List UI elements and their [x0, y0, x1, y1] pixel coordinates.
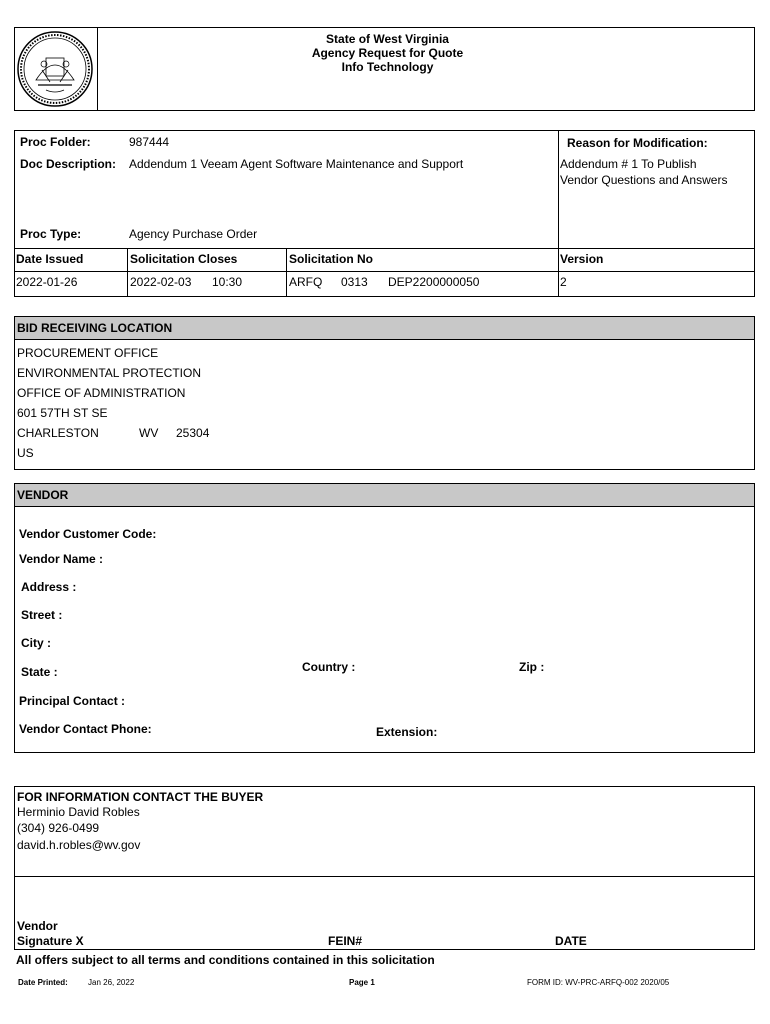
reason-label: Reason for Modification:: [567, 136, 708, 150]
title-line-category: Info Technology: [341, 60, 434, 74]
version-value: 2: [560, 275, 567, 289]
vendor-state-label: State :: [21, 665, 58, 679]
bid-location-line-2: ENVIRONMENTAL PROTECTION: [17, 366, 202, 380]
buyer-phone: (304) 926-0499: [17, 821, 100, 835]
proc-type-value: Agency Purchase Order: [129, 227, 258, 241]
date-issued-header: Date Issued: [16, 252, 84, 266]
reason-line-2: Vendor Questions and Answers: [560, 173, 728, 187]
proc-folder-value: 987444: [129, 135, 170, 149]
buyer-name: Herminio David Robles: [17, 805, 140, 819]
vendor-street-label: Street :: [21, 608, 63, 622]
bid-location-country: US: [17, 446, 34, 460]
dates-col-divider-2: [286, 248, 287, 297]
vendor-header-bar: [15, 484, 754, 507]
bid-location-zip: 25304: [176, 426, 210, 440]
closes-date-value: 2022-02-03: [130, 275, 192, 289]
doc-description-label: Doc Description:: [20, 157, 117, 171]
bid-location-line-4: 601 57TH ST SE: [17, 406, 108, 420]
vendor-city-label: City :: [21, 636, 51, 650]
proc-folder-label: Proc Folder:: [20, 135, 91, 149]
proc-type-label: Proc Type:: [20, 227, 82, 241]
bid-location-city: CHARLESTON: [17, 426, 99, 440]
fein-label: FEIN#: [328, 934, 363, 948]
solicitation-number: DEP2200000050: [388, 275, 480, 289]
version-header: Version: [560, 252, 604, 266]
vendor-principal-contact-label: Principal Contact :: [19, 694, 126, 708]
reason-line-1: Addendum # 1 To Publish: [560, 157, 697, 171]
page-number: Page 1: [349, 978, 375, 987]
doc-description-value: Addendum 1 Veeam Agent Software Maintenance and Support: [129, 157, 464, 171]
buyer-contact-title: FOR INFORMATION CONTACT THE BUYER: [17, 790, 264, 804]
signature-x-label: Signature X: [17, 934, 84, 948]
vendor-extension-label: Extension:: [376, 725, 438, 739]
bid-location-state: WV: [139, 426, 159, 440]
solicitation-closes-header: Solicitation Closes: [130, 252, 238, 266]
date-printed-label: Date Printed:: [18, 978, 68, 987]
signature-date-label: DATE: [555, 934, 587, 948]
buyer-signature-divider: [14, 876, 755, 877]
vendor-contact-phone-label: Vendor Contact Phone:: [19, 722, 152, 736]
vendor-title: VENDOR: [17, 488, 69, 502]
dates-header-divider: [14, 271, 755, 272]
vendor-box: [14, 483, 755, 753]
vendor-customer-code-label: Vendor Customer Code:: [19, 527, 157, 541]
date-issued-value: 2022-01-26: [16, 275, 78, 289]
bid-location-line-1: PROCUREMENT OFFICE: [17, 346, 159, 360]
vendor-address-label: Address :: [21, 580, 77, 594]
title-line-request: Agency Request for Quote: [311, 46, 464, 60]
bid-location-title: BID RECEIVING LOCATION: [17, 321, 173, 335]
bid-location-line-3: OFFICE OF ADMINISTRATION: [17, 386, 186, 400]
vendor-name-label: Vendor Name :: [19, 552, 104, 566]
solicitation-no-header: Solicitation No: [289, 252, 373, 266]
date-printed-value: Jan 26, 2022: [88, 978, 135, 987]
solicitation-prefix: ARFQ: [289, 275, 323, 289]
solicitation-code: 0313: [341, 275, 368, 289]
vendor-country-label: Country :: [302, 660, 356, 674]
buyer-email: david.h.robles@wv.gov: [17, 838, 141, 852]
terms-notice: All offers subject to all terms and conditions contained in this solicitation: [16, 953, 435, 967]
dates-col-divider-1: [127, 248, 128, 297]
state-seal-icon: [16, 30, 94, 108]
header-divider: [97, 27, 98, 111]
title-line-state: State of West Virginia: [326, 32, 449, 46]
proc-dates-divider: [14, 248, 755, 249]
vendor-zip-label: Zip :: [519, 660, 545, 674]
form-id: FORM ID: WV-PRC-ARFQ-002 2020/05: [527, 978, 670, 987]
signature-vendor-label: Vendor: [17, 919, 58, 933]
document-title: [110, 32, 665, 74]
closes-time-value: 10:30: [212, 275, 243, 289]
